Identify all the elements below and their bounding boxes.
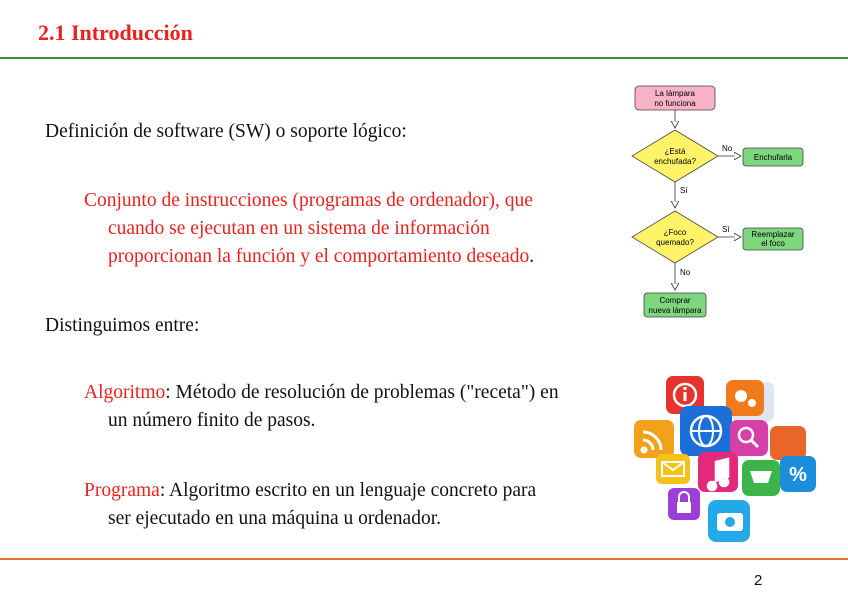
quote-line-2: cuando se ejecutan en un sistema de información [108,218,490,239]
quote-line-1: Conjunto de instrucciones (programas de ordenador), que [84,190,533,211]
programa-definition [84,477,604,533]
flow-no1-label: No [722,144,733,153]
algoritmo-definition [84,379,604,435]
algoritmo-term: Algoritmo [84,382,166,403]
flow-si1-label: Sí [680,186,688,195]
svg-text:%: % [789,464,807,486]
definition-heading: Definición de software (SW) o soporte lógico: [45,121,407,142]
flow-si2-label: Sí [722,225,730,234]
flow-a1-label: Enchufarla [753,153,793,162]
app-icons-illustration [628,368,823,548]
page-title: 2.1 Introducción [38,20,193,45]
flow-d1-line2: enchufada? [654,157,696,166]
programa-line-2: ser ejecutado en una máquina u ordenador. [108,508,441,529]
quote-line-3: proporcionan la función y el comportamiento deseado [108,246,530,267]
flow-no2-label: No [680,268,691,277]
flow-a2-line2: el foco [761,239,785,248]
flow-decision-1 [632,130,718,182]
software-definition-quote [84,187,604,271]
document-icon [770,426,806,460]
distinguish-heading: Distinguimos entre: [45,315,200,336]
flow-a3-line1: Comprar [659,296,691,305]
page-number: 2 [754,572,763,589]
flow-a3-line2: nueva lámpara [648,306,702,315]
flow-start-line2: no funciona [654,99,696,108]
search-icon [730,420,768,456]
bottom-divider [0,558,848,560]
flow-d2-line2: quemado? [656,238,694,247]
flow-d2-line1: ¿Foco [663,228,687,237]
programa-term: Programa [84,480,160,501]
quote-end: . [529,246,535,267]
rss-icon [634,420,674,458]
flow-a2-line1: Reemplazar [751,230,795,239]
lamp-flowchart [622,80,822,325]
flow-start-line1: La lámpara [654,89,696,98]
algoritmo-line-2: un número finito de pasos. [108,410,316,431]
flow-decision-2 [632,211,718,263]
quote-line-3-wrap [84,243,604,271]
top-divider [0,57,848,59]
programa-line-1: : Algoritmo escrito en un lenguaje concreto para [159,480,537,501]
flow-d1-line1: ¿Está [664,147,686,156]
algoritmo-line-1: : Método de resolución de problemas ("receta") en [165,382,559,403]
